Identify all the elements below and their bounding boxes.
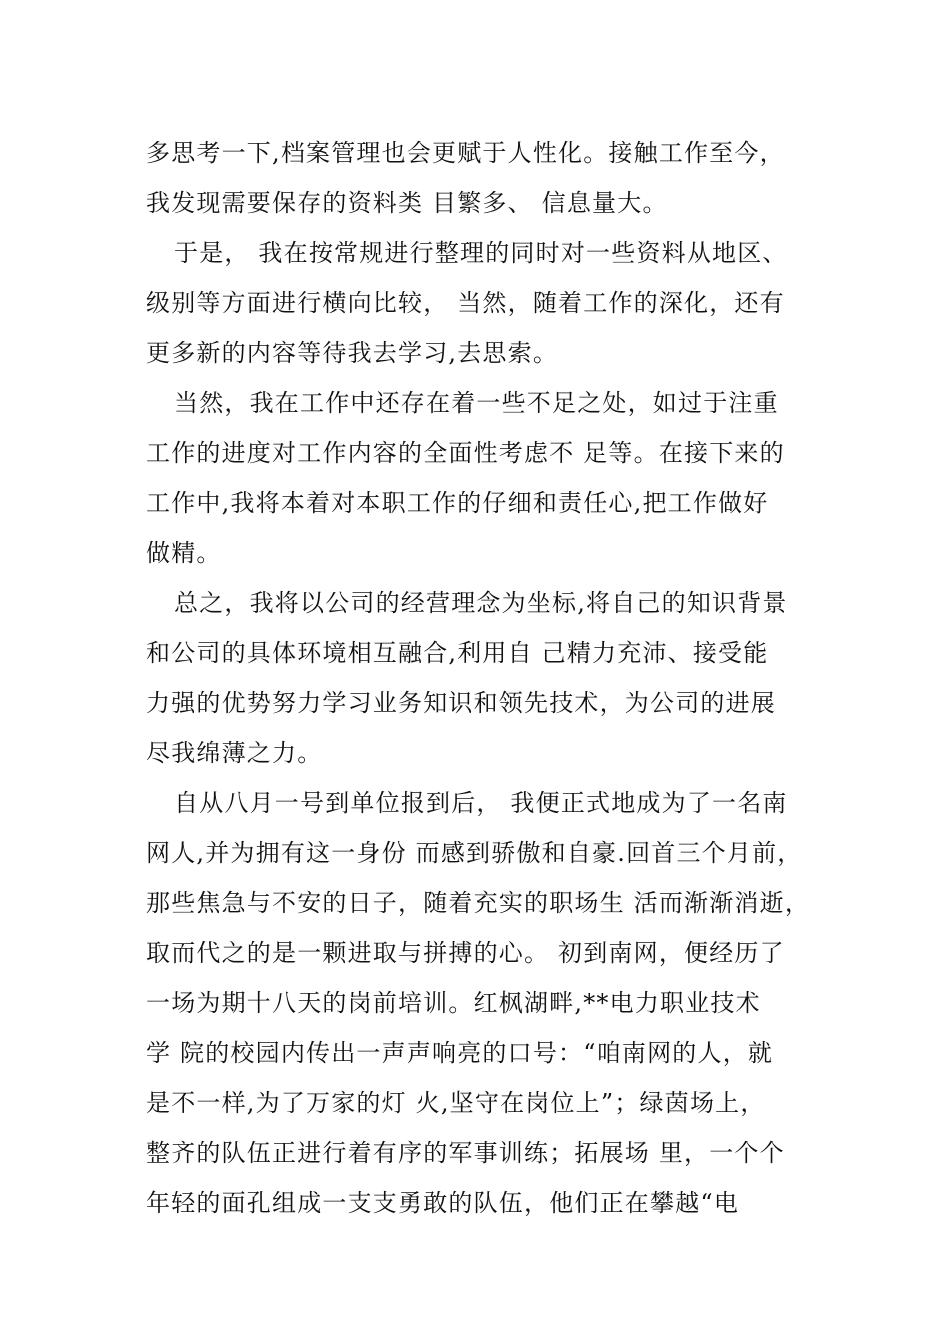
- text-line: 尽我绵薄之力。: [146, 739, 323, 767]
- text-line: 和公司的具体环境相互融合,利用自 己精力充沛、接受能: [146, 639, 769, 667]
- text-line: 整齐的队伍正进行着有序的军事训练；拓展场 里，一个个: [146, 1139, 785, 1167]
- text-line: 我发现需要保存的资料类 目繁多、 信息量大。: [146, 189, 668, 217]
- text-line: 网人,并为拥有这一身份 而感到骄傲和自豪.回首三个月前，: [146, 839, 803, 867]
- text-line: 更多新的内容等待我去学习,去思索。: [146, 339, 559, 367]
- text-line: 工作的进度对工作内容的全面性考虑不 足等。在接下来的: [146, 439, 785, 467]
- text-line: 于是， 我在按常规进行整理的同时对一些资料从地区、: [174, 239, 788, 267]
- text-line: 自从八月一号到单位报到后， 我便正式地成为了一名南: [174, 789, 788, 817]
- document-body: [146, 128, 816, 1228]
- text-line: 取而代之的是一颗进取与拼搏的心。 初到南网，便经历了: [146, 939, 785, 967]
- text-line: 工作中,我将本着对本职工作的仔细和责任心,把工作做好: [146, 489, 769, 517]
- text-line: 一场为期十八天的岗前培训。红枫湖畔,**电力职业技术: [146, 989, 761, 1017]
- text-line: 力强的优势努力学习业务知识和领先技术，为公司的进展: [146, 689, 776, 717]
- text-line: 做精。: [146, 539, 222, 567]
- text-line: 当然，我在工作中还存在着一些不足之处，如过于注重: [174, 389, 779, 417]
- text-line: 年轻的面孔组成一支支勇敢的队伍，他们正在攀越“电: [146, 1189, 740, 1217]
- text-line: 学 院的校园内传出一声声响亮的口号：“咱南网的人，就: [146, 1039, 774, 1067]
- text-line: 级别等方面进行横向比较， 当然，随着工作的深化，还有: [146, 289, 785, 317]
- text-line: 是不一样,为了万家的灯 火,坚守在岗位上”；绿茵场上，: [146, 1089, 766, 1117]
- text-line: 那些焦急与不安的日子，随着充实的职场生 活而渐渐消逝，: [146, 889, 811, 917]
- text-line: 总之，我将以公司的经营理念为坐标,将自己的知识背景: [174, 589, 788, 617]
- text-line: 多思考一下,档案管理也会更赋于人性化。接触工作至今，: [146, 139, 785, 167]
